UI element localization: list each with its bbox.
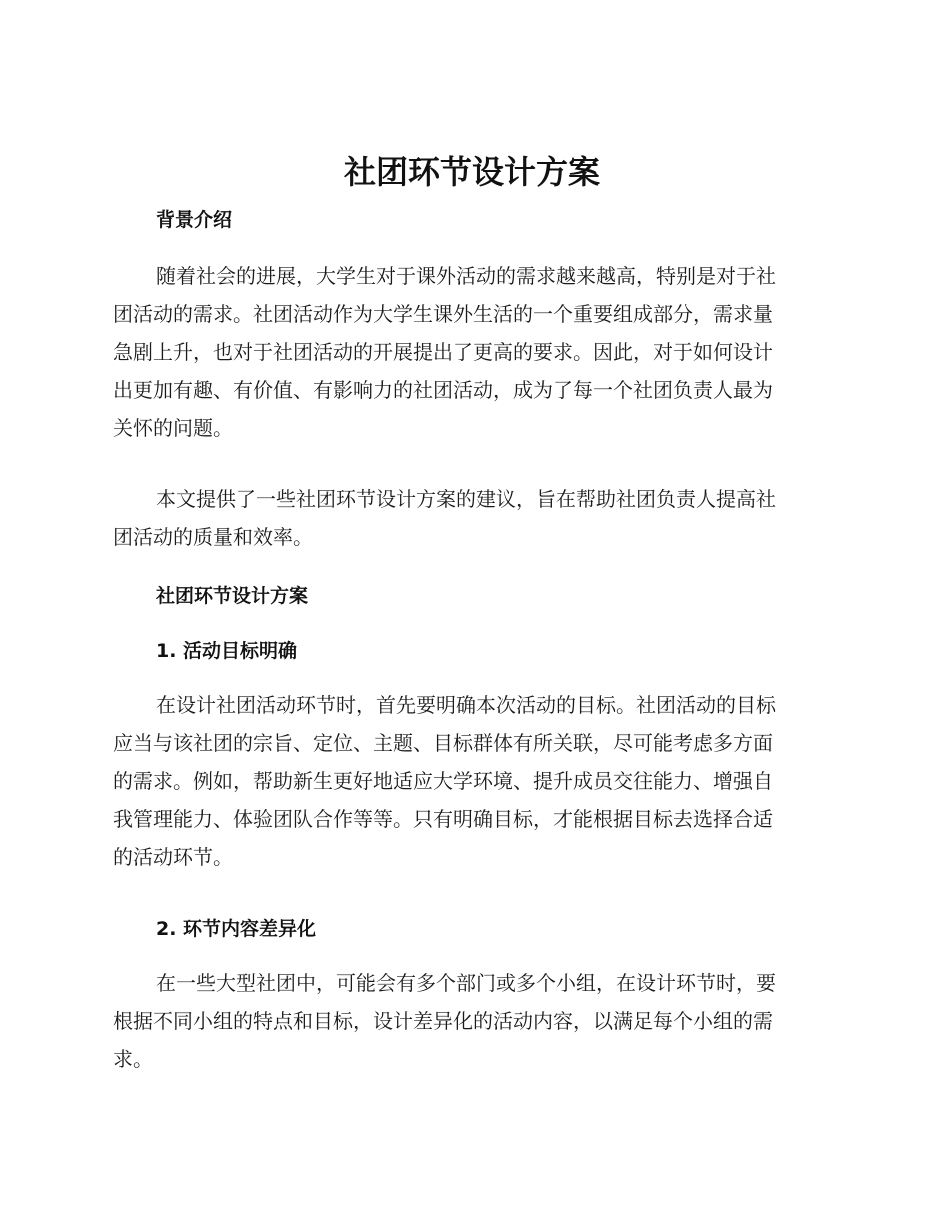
paragraph-line: 团活动的需求。社团活动作为大学生课外生活的一个重要组成部分，需求量 [113,302,773,326]
paragraph-line: 的需求。例如，帮助新生更好地适应大学环境、提升成员交往能力、增强自 [113,769,773,793]
paragraph-line: 的活动环节。 [113,845,233,869]
document-title: 社团环节设计方案 [343,153,600,191]
item-heading-goal: 1. 活动目标明确 [156,640,298,662]
paragraph-line: 关怀的问题。 [113,416,233,440]
paragraph-line: 随着社会的进展，大学生对于课外活动的需求越来越高，特别是对于社 [156,264,776,288]
paragraph-differentiation [113,964,831,1078]
paragraph-line: 急剧上升，也对于社团活动的开展提出了更高的要求。因此，对于如何设计 [113,340,773,364]
paragraph-line: 团活动的质量和效率。 [113,525,313,549]
paragraph-background-2 [113,480,831,556]
paragraph-line: 应当与该社团的宗旨、定位、主题、目标群体有所关联，尽可能考虑多方面 [113,731,773,755]
section-heading-background: 背景介绍 [156,209,233,231]
paragraph-line: 根据不同小组的特点和目标，设计差异化的活动内容，以满足每个小组的需 [113,1009,773,1033]
section-heading-plan: 社团环节设计方案 [156,585,309,607]
paragraph-line: 在设计社团活动环节时，首先要明确本次活动的目标。社团活动的目标 [156,693,776,717]
item-heading-differentiation: 2. 环节内容差异化 [156,918,317,940]
paragraph-line: 本文提供了一些社团环节设计方案的建议，旨在帮助社团负责人提高社 [156,487,776,511]
paragraph-line: 我管理能力、体验团队合作等等。只有明确目标，才能根据目标去选择合适 [113,807,773,831]
paragraph-background-1 [113,257,831,447]
paragraph-line: 出更加有趣、有价值、有影响力的社团活动，成为了每一个社团负责人最为 [113,378,773,402]
paragraph-line: 求。 [113,1047,153,1071]
paragraph-line: 在一些大型社团中，可能会有多个部门或多个小组，在设计环节时，要 [156,971,776,995]
paragraph-goal [113,686,831,876]
